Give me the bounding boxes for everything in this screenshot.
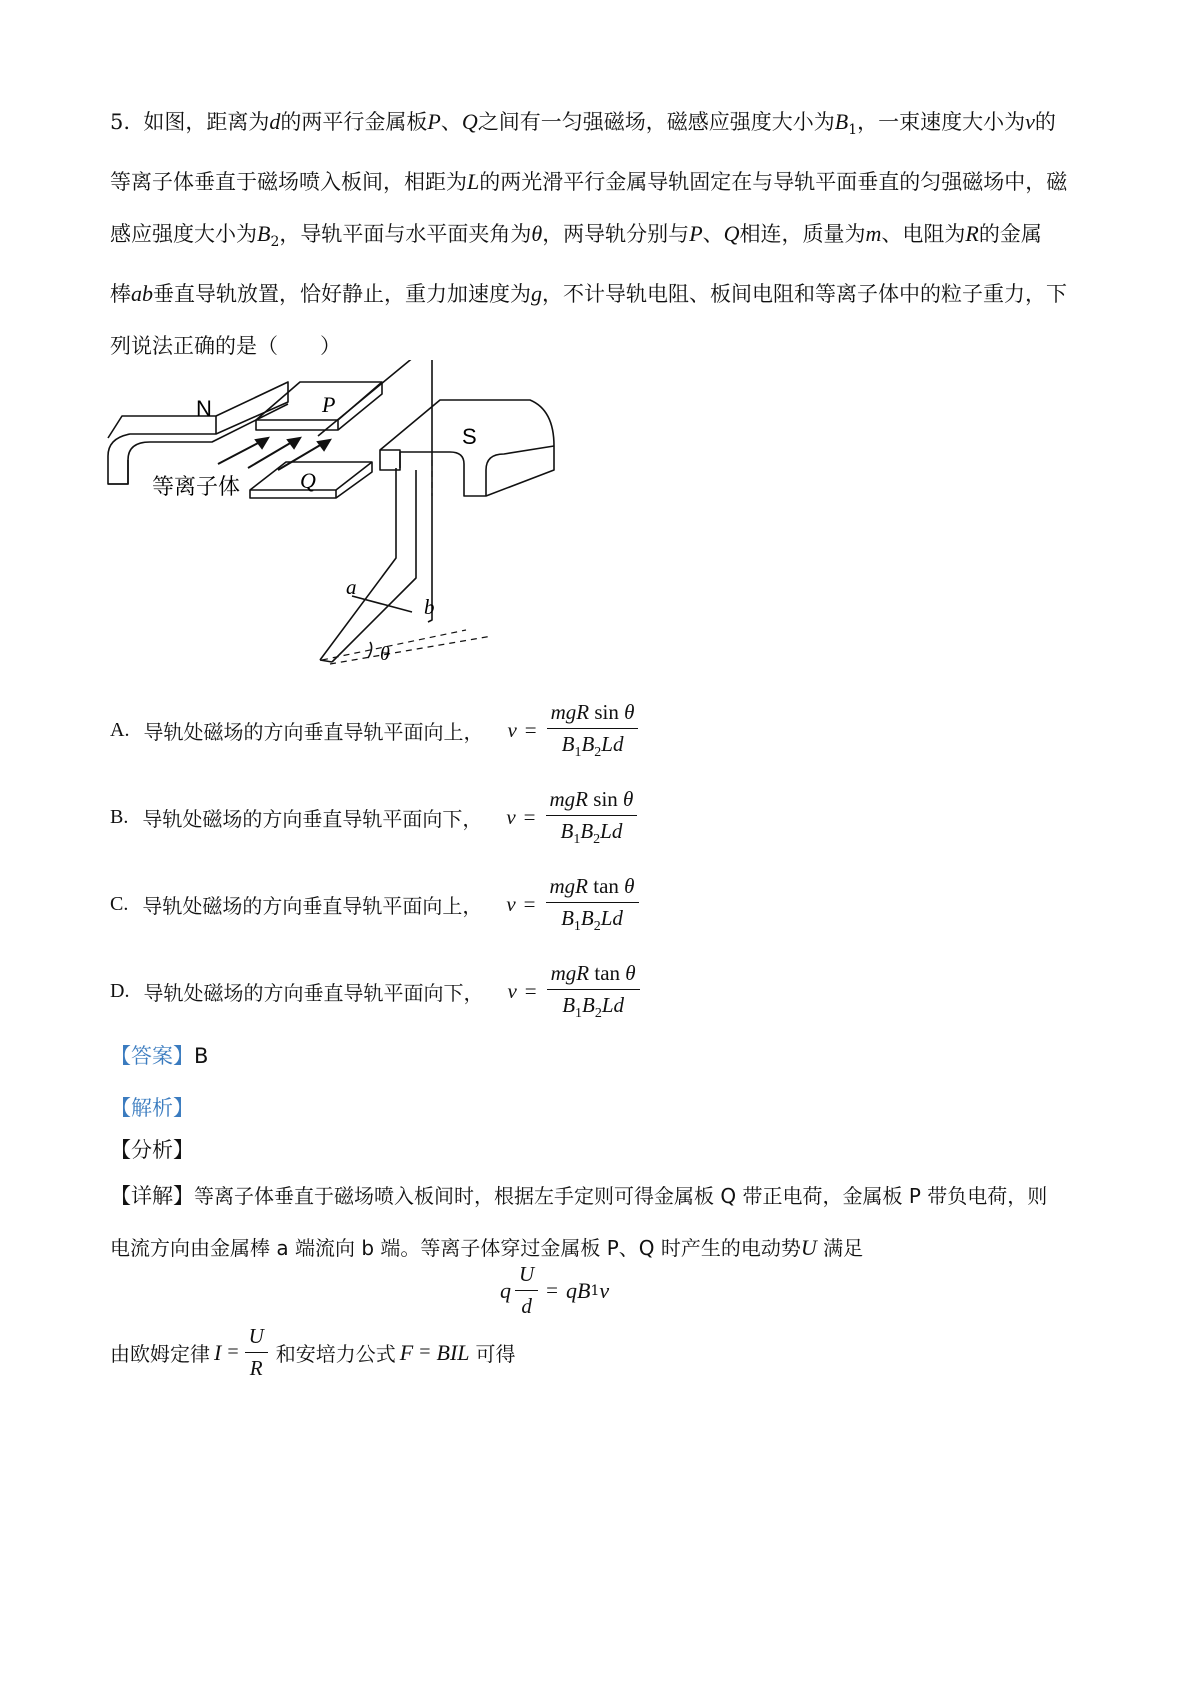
option-formula: $\frac{\text{mgR tan θ}}{B_1B_2Ld}$ [547, 961, 640, 1022]
option-a[interactable]: A. 导轨处磁场的方向垂直导轨平面向上， v = $\frac{\text{mgR sin θ}}{B_1B_2Ld}$ [110, 700, 638, 760]
question-line-1: 5. 如图，距离为d的两平行金属板P、Q之间有一匀强磁场，磁感应强度大小为$B_1$，一束速度大小为v的 [110, 109, 1056, 138]
answer-value: B [194, 1044, 209, 1068]
option-formula: $\frac{\text{mgR sin θ}}{B_1B_2Ld}$ [546, 787, 638, 848]
option-letter: C. [110, 892, 129, 915]
option-d[interactable]: D. 导轨处磁场的方向垂直导轨平面向下， v = $\frac{\text{mgR tan θ}}{B_1B_2Ld}$ [110, 961, 640, 1021]
option-text: 导轨处磁场的方向垂直导轨平面向下， [143, 980, 484, 1005]
label-p: P [322, 392, 336, 417]
label-b: b [424, 595, 435, 619]
option-text: 导轨处磁场的方向垂直导轨平面向上， [142, 893, 483, 918]
equation-block: q $\frac{U}{d}$ = q B 1 v [500, 1262, 610, 1318]
option-formula: $\frac{\text{mgR tan θ}}{B_1B_2Ld}$ [546, 874, 639, 935]
question-line-3: 感应强度大小为$B_2$，导轨平面与水平面夹角为θ，两导轨分别与P、Q相连，质量为m、电阻为R的金属 [110, 221, 1042, 250]
ohm-line: 由欧姆定律 I = $\frac{U}{R}$ 和安培力公式 F = BIL 可得 [110, 1324, 516, 1380]
rail-left [320, 468, 396, 660]
ohm-fraction: $\frac{U}{R}$ [245, 1324, 268, 1381]
question-line-2: 等离子体垂直于磁场喷入板间，相距为L的两光滑平行金属导轨固定在与导轨平面垂直的匀强磁场中，磁 [110, 169, 1068, 194]
question-line-5: 列说法正确的是（ ） [110, 334, 341, 358]
option-letter: B. [110, 805, 129, 828]
plate-p [256, 382, 382, 430]
detail-line-2: 电流方向由金属棒 a 端流向 b 端。等离子体穿过金属板 P、Q 时产生的电动势U 满足 [110, 1235, 864, 1260]
question-number: 5. [110, 110, 131, 134]
label-s: S [462, 424, 477, 449]
answer-line [110, 1040, 208, 1070]
equation-fraction: $\frac{U}{d}$ [515, 1262, 538, 1319]
label-q: Q [300, 468, 316, 493]
option-formula: $\frac{\text{mgR sin θ}}{B_1B_2Ld}$ [547, 700, 639, 761]
question-text [110, 96, 1100, 372]
option-text: 导轨处磁场的方向垂直导轨平面向下， [142, 806, 483, 831]
question-line-4: 棒ab垂直导轨放置，恰好静止，重力加速度为g，不计导轨电阻、板间电阻和等离子体中的粒子重力，下 [110, 281, 1067, 306]
option-letter: A. [110, 718, 130, 741]
label-a: a [346, 575, 357, 599]
label-plasma: 等离子体 [152, 475, 241, 500]
analysis-label: 【解析】 [110, 1096, 194, 1120]
answer-label: 【答案】 [110, 1044, 194, 1068]
option-c[interactable]: C. 导轨处磁场的方向垂直导轨平面向上， v = $\frac{\text{mgR tan θ}}{B_1B_2Ld}$ [110, 874, 639, 934]
label-n: N [196, 396, 212, 421]
plasma-arrows [218, 438, 330, 470]
detail-line-1: 【详解】等离子体垂直于磁场喷入板间时，根据左手定则可得金属板 Q 带正电荷，金属板 P 带负电荷，则 [110, 1184, 1048, 1208]
label-theta: θ [380, 643, 390, 665]
fenxi-label: 【分析】 [110, 1138, 194, 1162]
rail-right [332, 470, 416, 662]
dashed-horizontal [322, 630, 466, 660]
option-letter: D. [110, 979, 130, 1002]
option-text: 导轨处磁场的方向垂直导轨平面向上， [143, 719, 484, 744]
physics-diagram [100, 360, 560, 700]
option-b[interactable]: B. 导轨处磁场的方向垂直导轨平面向下， v = $\frac{\text{mgR sin θ}}{B_1B_2Ld}$ [110, 787, 637, 847]
detail-paragraph [110, 1170, 1100, 1274]
